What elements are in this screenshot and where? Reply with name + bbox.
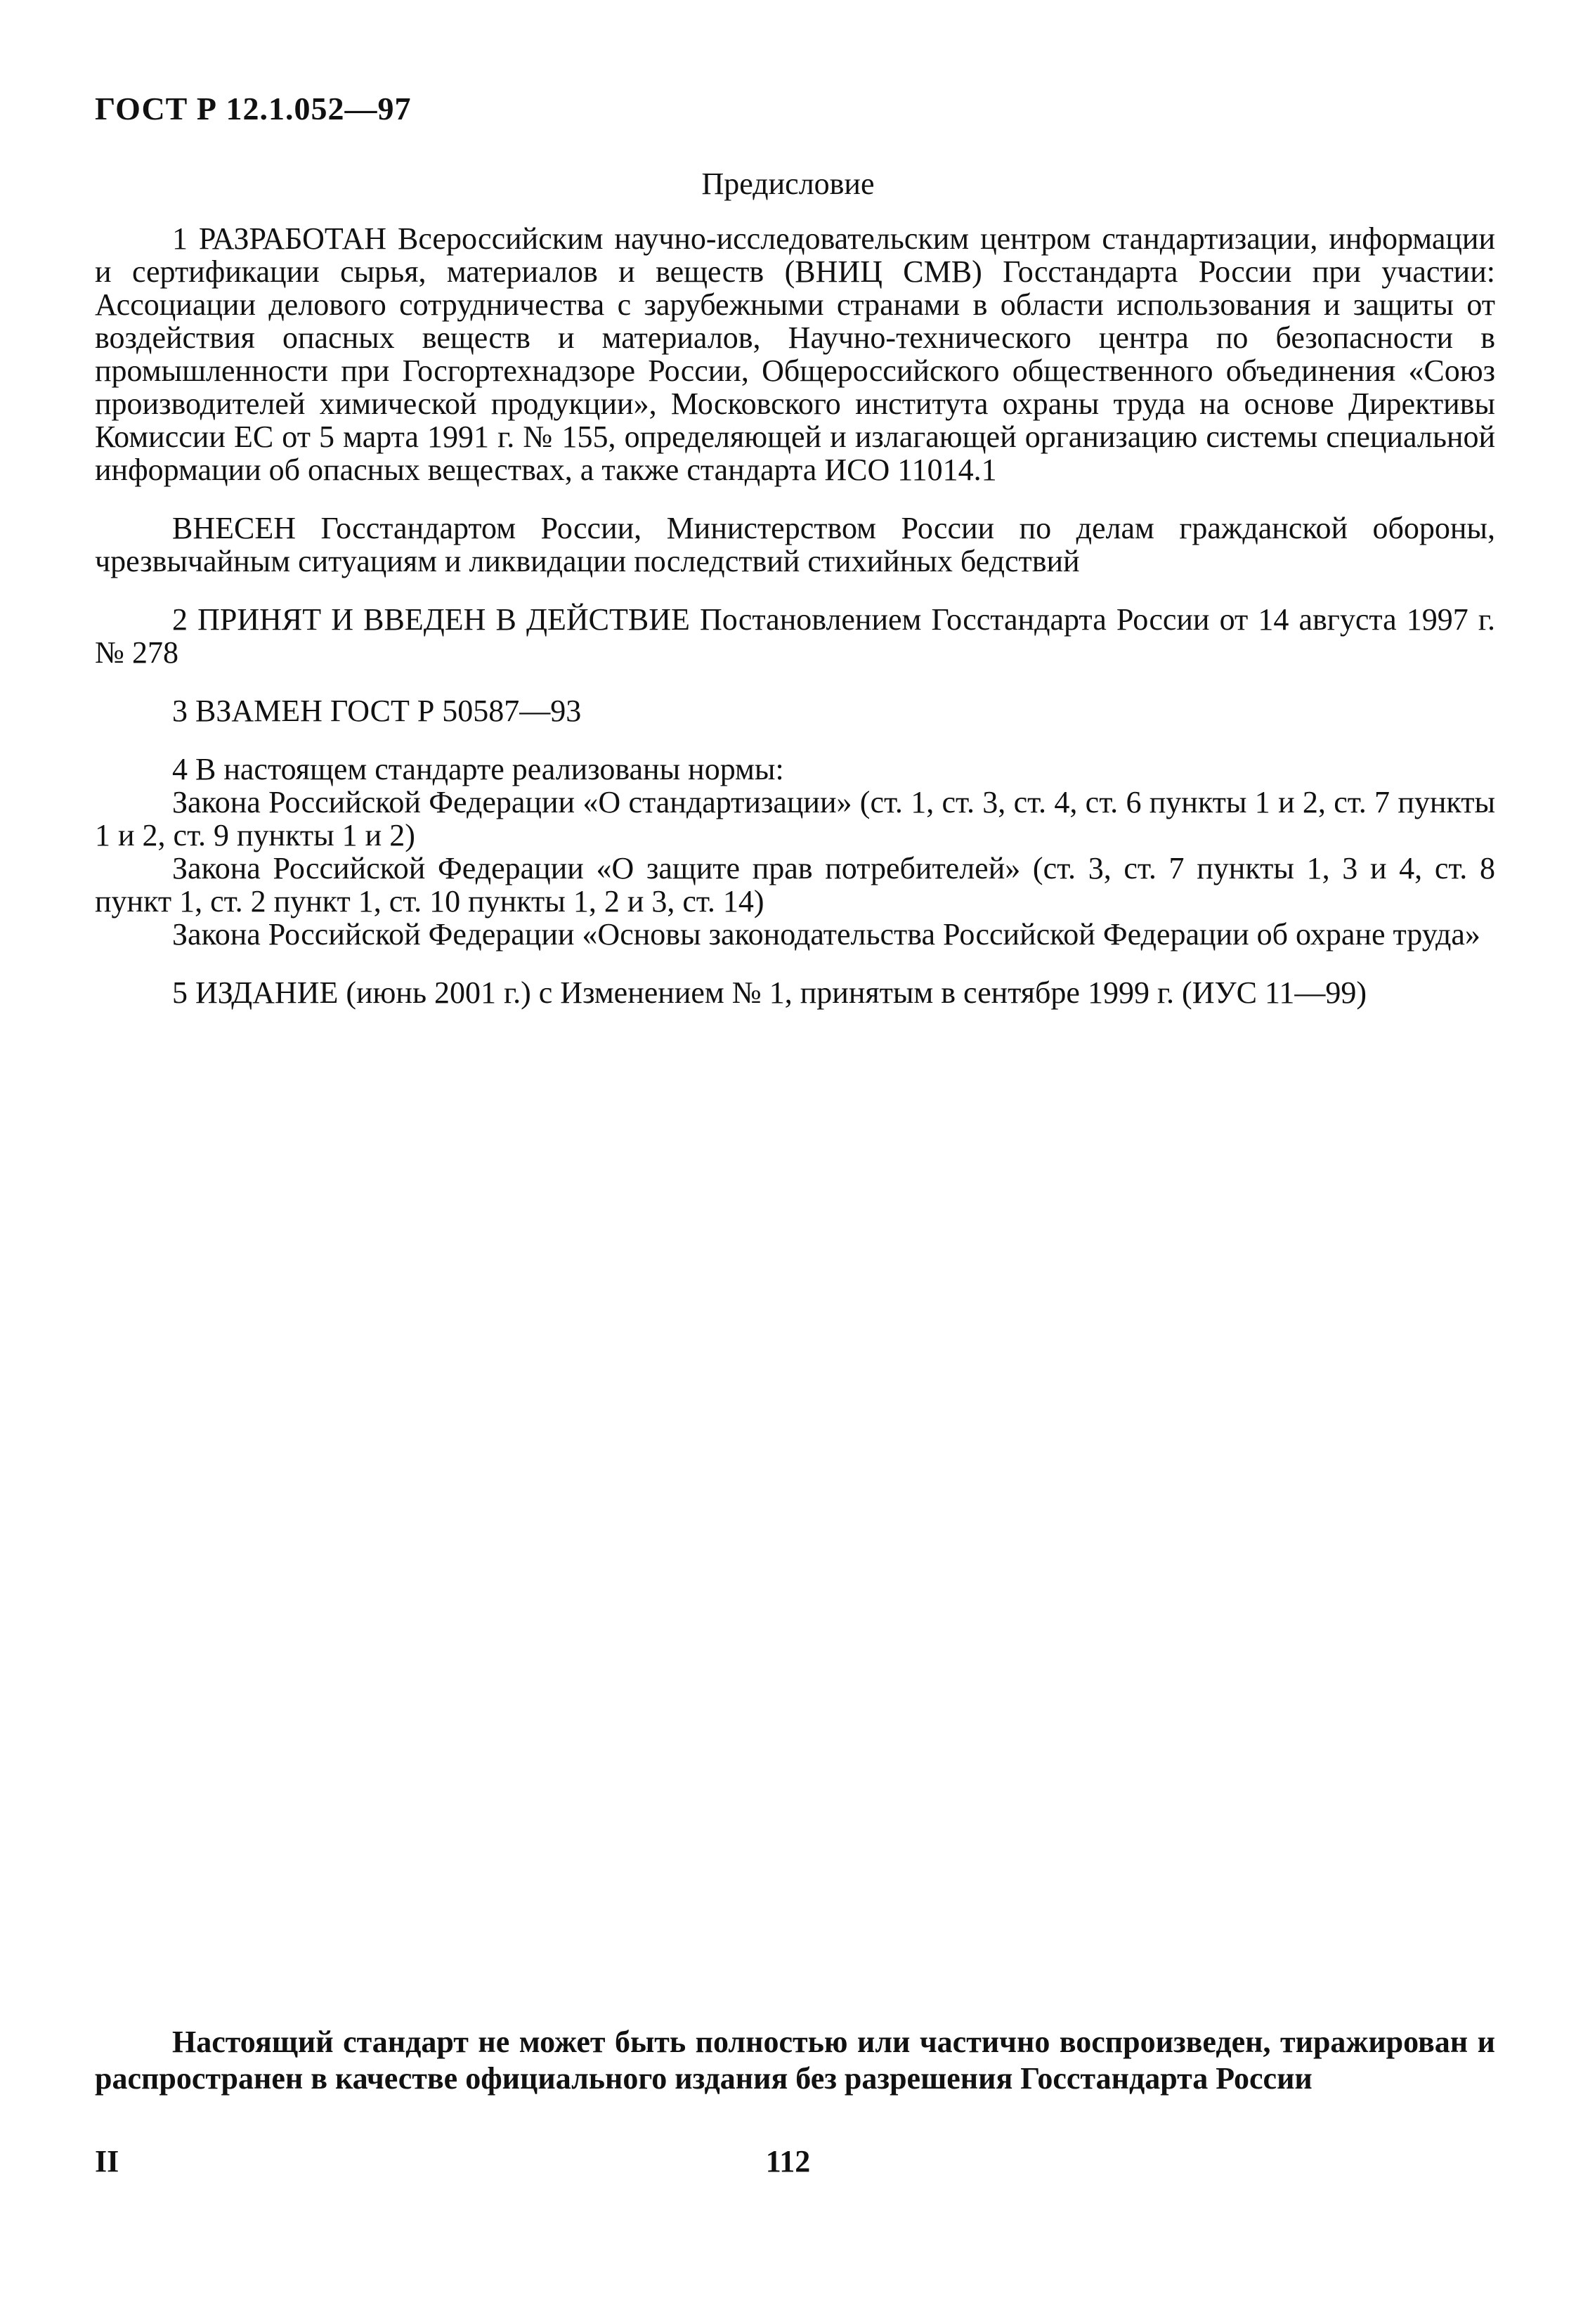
page-number: 112 [765,2144,811,2179]
reproduction-notice [95,2024,1495,2097]
paragraph-adopted: 2 ПРИНЯТ И ВВЕДЕН В ДЕЙСТВИЕ Постановлением Госстандарта России от 14 августа 1997 г. № 278 [95,602,1495,670]
paragraph-law-standardization: Закона Российской Федерации «О стандартизации» (ст. 1, ст. 3, ст. 4, ст. 6 пункты 1 и 2, ст. 7 пункты 1 и 2, ст. 9 пункты 1 и 2) [95,785,1495,852]
paragraph-law-labor-safety: Закона Российской Федерации «Основы законодательства Российской Федерации об охране труда» [172,917,1480,952]
paragraph-developed-by: 1 РАЗРАБОТАН Всероссийским научно-исследовательским центром стандартизации, информации и сертификации сырья, материалов и веществ (ВНИЦ СМВ) Госстандарта России при участии: Ассоциации делового сотрудничества с зарубежными странами в области использования и защиты от воздействия опасных веществ и материалов, Научно-технического центра по безопасности в промышленности при Госгортехнадзоре России, Общероссийского общественного объединения «Союз производителей химической продукции», Московского института охраны труда на основе Директивы Комиссии ЕС от 5 марта 1991 г. № 155, определяющей и излагающей организацию системы специальной информации об опасных веществах, а также стандарта ИСО 11014.1 [95,221,1495,487]
foreword-body [95,222,1495,1009]
roman-page-number: II [95,2144,119,2179]
paragraph-introduced-by: ВНЕСЕН Госстандартом России, Министерством России по делам гражданской обороны, чрезвычайным ситуациям и ликвидации последствий стихийных бедствий [95,511,1495,578]
reproduction-notice-text: Настоящий стандарт не может быть полностью или частично воспроизведен, тиражирован и распространен в качестве официального издания без разрешения Госстандарта России [95,2025,1495,2096]
paragraph-law-consumer-rights: Закона Российской Федерации «О защите прав потребителей» (ст. 3, ст. 7 пункты 1, 3 и 4, ст. 8 пункт 1, ст. 2 пункт 1, ст. 10 пункты 1, 2 и 3, ст. 14) [95,851,1495,918]
paragraph-edition: 5 ИЗДАНИЕ (июнь 2001 г.) с Изменением № 1, принятым в сентябре 1999 г. (ИУС 11—99) [172,975,1367,1010]
paragraph-replaces: 3 ВЗАМЕН ГОСТ Р 50587—93 [172,694,582,728]
document-code: ГОСТ Р 12.1.052—97 [95,91,412,126]
paragraph-norms-intro: 4 В настоящем стандарте реализованы нормы: [172,752,784,786]
foreword-title: Предисловие [701,167,875,201]
